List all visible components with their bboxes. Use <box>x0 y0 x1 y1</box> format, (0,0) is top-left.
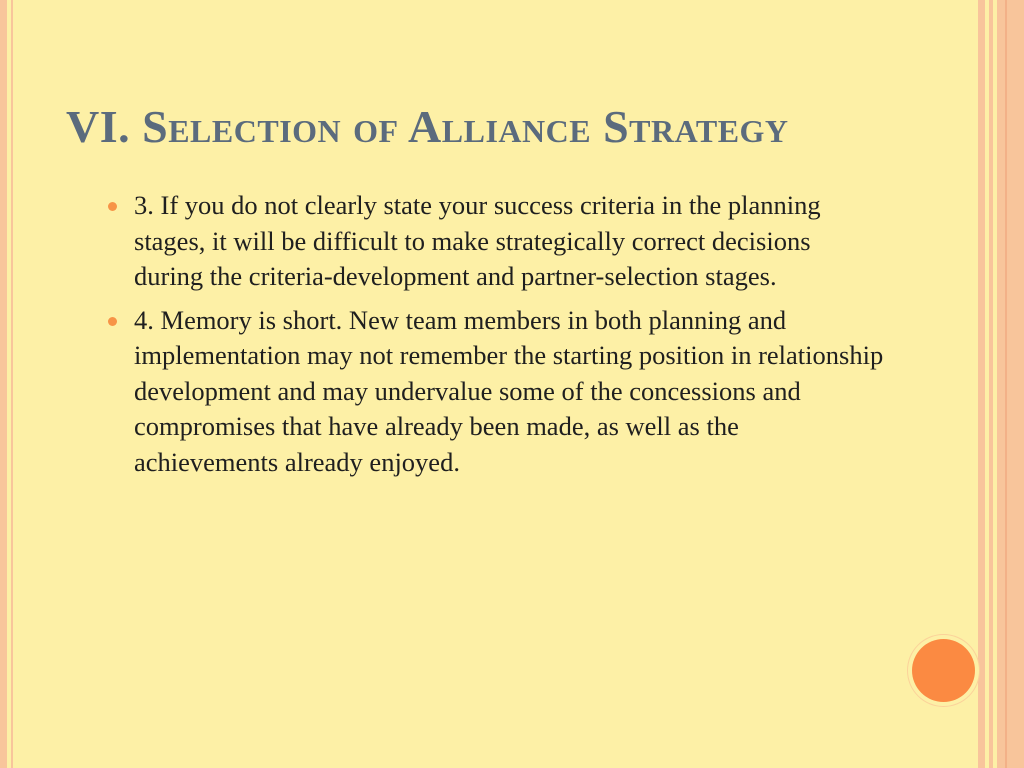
bullet-list <box>104 188 884 488</box>
right-border-band <box>997 0 1024 768</box>
decorative-circle <box>912 639 975 702</box>
bullet-text: 3. If you do not clearly state your success criteria in the planning stages, it will be difficult to make strategically correct decisions during the criteria-development and partner-selection stages. <box>134 190 821 291</box>
bullet-dot-icon <box>108 202 117 211</box>
right-border-stripe <box>978 0 985 768</box>
bullet-item <box>104 188 884 295</box>
title-prefix: VI. <box>66 101 143 152</box>
title-text: Selection of Alliance Strategy <box>142 101 789 152</box>
right-border-line <box>1005 0 1007 768</box>
bullet-item <box>104 303 884 481</box>
bullet-dot-icon <box>108 317 117 326</box>
left-border-stripe <box>0 0 7 768</box>
right-border-stripe <box>989 0 993 768</box>
left-border-line <box>11 0 13 768</box>
slide-title <box>66 100 789 153</box>
bullet-text: 4. Memory is short. New team members in both planning and implementation may not remember the starting position in relationship development and may undervalue some of the concessions and compromises that have already been made, as well as the achievements already enjoyed. <box>134 304 884 477</box>
